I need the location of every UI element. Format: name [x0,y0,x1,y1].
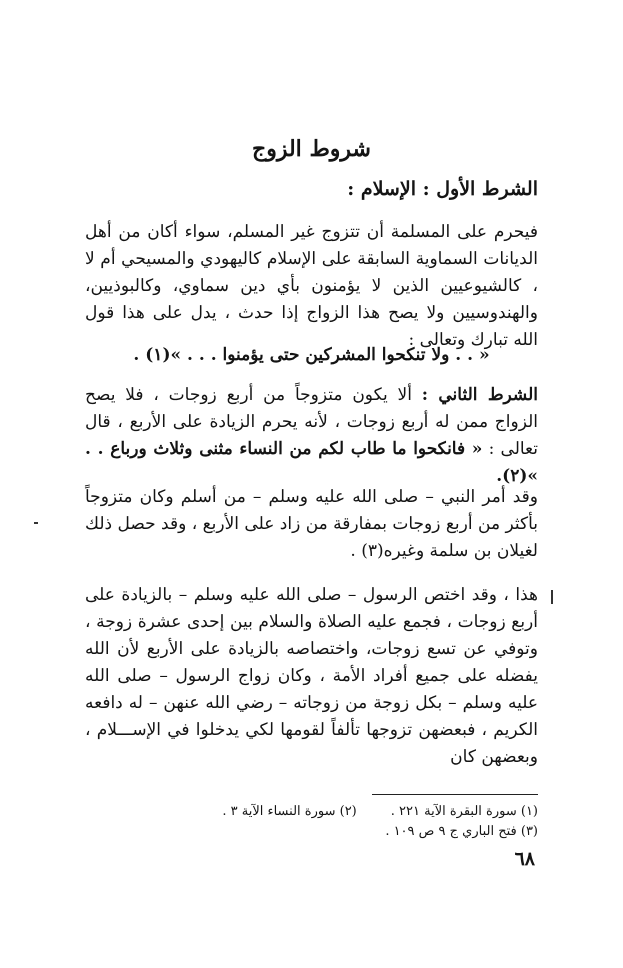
condition-1-paragraph: فيحرم على المسلمة أن تتزوج غير المسلم، سواء أكان من أهل الديانات السماوية السابقة على الإسلام كاليهودي والمسيحي أم لا ، كالشيوعيين الذين لا يؤمنون بأي دين سماوي، وكالبوذيين، والهندوسيين ولا يصح هذا الزواج إذا حدث ، يدل على هذا قول الله تبارك وتعالى : [85,222,538,350]
paragraph-prophet-wives: هذا ، وقد اختص الرسول – صلى الله عليه وسلم – بالزيادة على أربع زوجات ، فجمع عليه الصلاة والسلام بين إحدى عشرة زوجة ، وتوفي عن تسع زوجات، واختصاصه بالزيادة على الأربع لأن الله يفضله على جميع أفراد الأمة ، وكان زواج الرسول – صلى الله عليه وسلم – بكل زوجة من زوجاته – رضي الله عنهن – له دافعه الكريم ، فبعضهن تزوجها تألفاً لقومها لكي يدخلوا في الإســـلام ، وبعضهن كان [85,585,538,767]
condition-2-paragraph [85,382,538,490]
footnote-2: (٢) سورة النساء الآية ٣ . [222,804,357,819]
page-title: شروط الزوج [252,136,371,162]
footnotes-row-1 [85,802,538,822]
footnote-1: (١) سورة البقرة الآية ٢٢١ . [390,804,538,819]
paragraph-prophet-order: وقد أمر النبي – صلى الله عليه وسلم – من أسلم وكان متزوجاً بأكثر من أربع زوجات بمفارقة من زاد على الأربع ، وقد حصل ذلك لغيلان بن سلمة وغيره(٣) . [85,487,538,561]
margin-speck [34,522,38,524]
verse-2: « فانكحوا ما طاب لكم من النساء مثنى وثلاث ورباع . . »(٢). [85,439,538,486]
verse-1: « . . ولا تنكحوا المشركين حتى يؤمنوا . . . »(١) . [133,345,490,365]
condition-2-text: ألا يكون متزوجاً من أربع زوجات ، فلا يصح الزواج ممن له أربع زوجات ، لأنه يحرم الزيادة على الأربع ، قال تعالى : [85,385,538,459]
condition-2-heading: الشرط الثاني : [421,385,538,405]
page-number: ٦٨ [514,848,535,870]
condition-1-heading: الشرط الأول : الإسلام : [347,178,538,200]
footnote-3: (٣) فتح الباري ج ٩ ص ١٠٩ . [385,824,538,839]
margin-mark [551,590,553,604]
footnote-divider [372,794,538,795]
